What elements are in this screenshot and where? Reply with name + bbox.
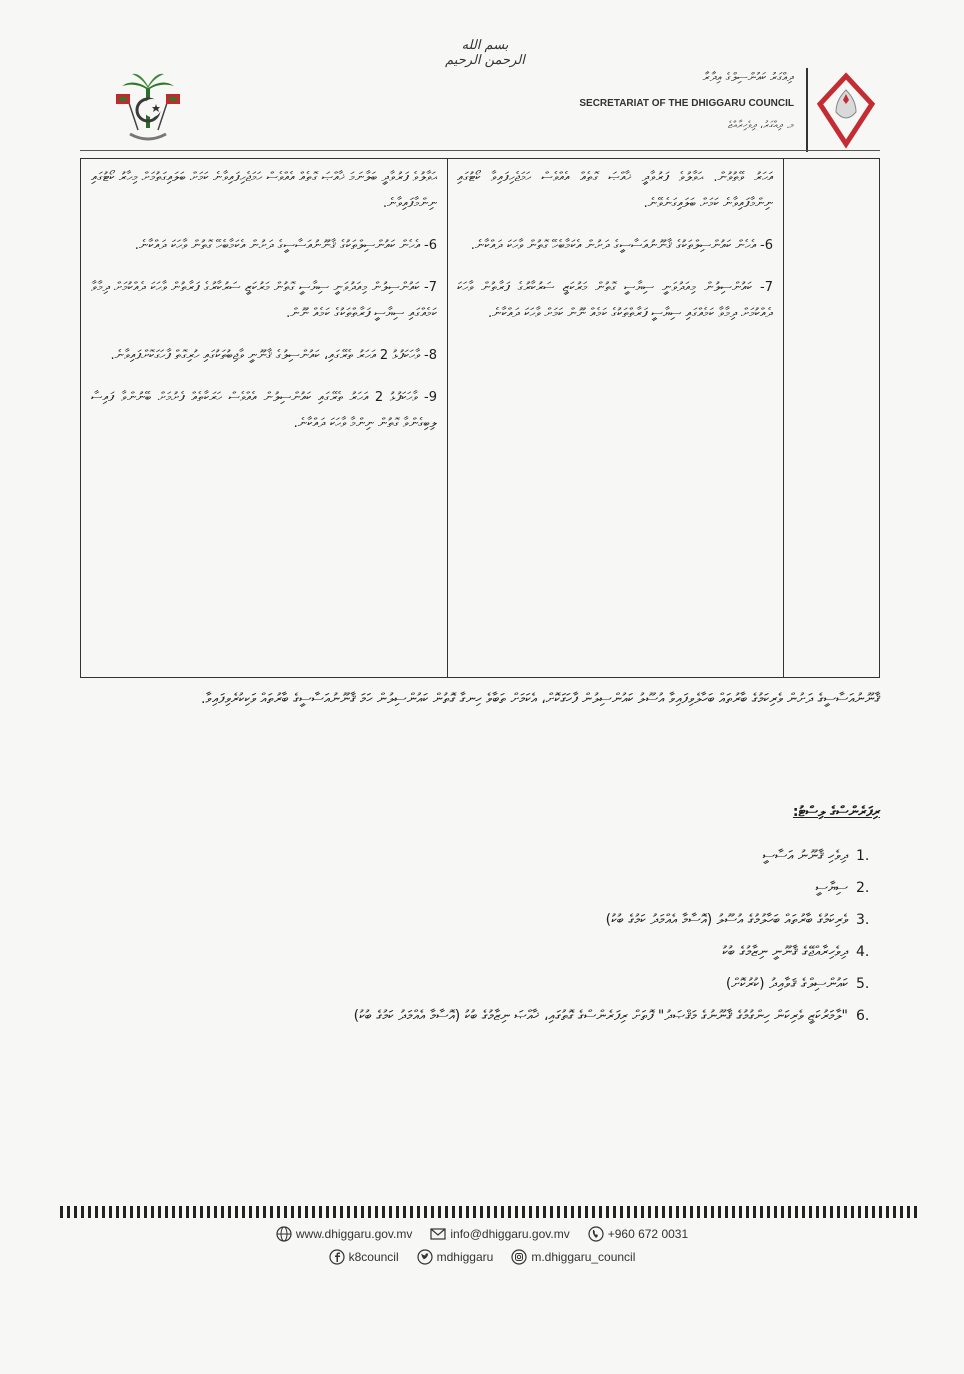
content-table: [80, 158, 880, 678]
org-name-dhivehi: ދިއްގަރު ކައުންސިލްގެ އިދާރާ: [702, 70, 794, 84]
footer-contacts: [0, 1226, 964, 1242]
middle-paragraph: އަހަރު ވޭތުވުން. ޙަވާލުވެ ފަރުވާދީ ޚާއްޞަ ގޮތެއް އެއްވެސް ހަމަޖެހިފައިވާ ކޯޓުގައި ނިންމާފައިވާނެ ކަމަށް ބަލައިގަނެވޭނެ.: [457, 170, 773, 211]
reference-number: 4.: [856, 944, 870, 960]
instagram-icon: [511, 1249, 527, 1265]
phone-text: +960 672 0031: [607, 1227, 689, 1241]
footer-divider: [60, 1206, 920, 1218]
references-heading: ރިފަރެންސްގެ ލިސްޓު:: [792, 804, 880, 820]
envelope-icon: [430, 1226, 446, 1242]
reference-number: 3.: [856, 912, 870, 928]
bismillah: بسم الله الرحمن الرحيم: [445, 38, 525, 68]
email-text: info@dhiggaru.gov.mv: [450, 1227, 570, 1241]
reference-item: [290, 968, 880, 1000]
council-header: [579, 68, 880, 152]
middle-paragraph: 7- ކައުންސިލުން މިއަދުވަނީ ސިޔާސީ ގޮތުން މަރުކަޒީ ސަރުކާރުގެ ފަރާތުން ވާހަކަ ދެއްކުމަށް ދިމާވާ ކަމެއްގައި ސިޔާސީ ފަރާތްތަކުގެ ކަމެއް ނޫން ކަމަށް ވާހަކަ ދައްކާނެ.: [457, 280, 773, 321]
reference-item: [290, 1000, 880, 1032]
reference-number: 6.: [856, 1008, 870, 1024]
footer-website[interactable]: [276, 1226, 413, 1242]
reference-number: 1.: [856, 848, 870, 864]
reference-text: "ލާމަރުކަޒީ ވެރިކަން ހިންގުމުގެ ޤާނޫނުގެ މަޤްޞަދު" ފޮތަށް ރިފަރެންސްގެ ގޮތުގައި، ޚާއްޞަ ނިޒާމުގެ ބުކު (އޮސާމާ އެއްމަދު ކަމުގެ ބުކު): [353, 1008, 848, 1024]
body-paragraph: ޤާނޫނުއަސާސީގެ ދަށުން ވެރިކަމުގެ ބާރުތައް ބަހާލެވިފައިވާ އުސޫލު ކައުންސިލުން ފާހަގަކޮށް، އެކަމަށް ތަބާވެ ހިނގާ ގޮތުން ކައުންސިލުން ހަމަ ޤާނޫނުއަސާސީގެ ބާރުތައް ވަކިކުރެވިފައިވާ.: [200, 691, 880, 707]
globe-icon: [276, 1226, 292, 1242]
council-logo: [806, 68, 880, 152]
footer-email[interactable]: [430, 1226, 569, 1242]
table-middle-column: [447, 159, 783, 677]
left-paragraph: 8- ވާހަކަފުޅު 2 އަހަރު ތެރޭގައި، ކައުންސިލުގެ ޤާނޫނީ ވާޖިބުތަކުގައި ހުރިގޮތް ފާހަގަކޮށްފައިވާނެ.: [110, 348, 437, 363]
table-left-column: [81, 159, 447, 677]
facebook-text: k8council: [348, 1250, 399, 1264]
reference-item: [290, 872, 880, 904]
middle-paragraph: 6- އެހެން ކައުންސިލްތަކުގެ ޤާނޫނުއަސާސީގެ ދަށުން އެކަމާބެހޭ ގޮތުން ވާހަކަ ދައްކާނެ.: [470, 238, 773, 253]
left-paragraph: 7- ކައުންސިލުން މިއަދުވަނީ ސިޔާސީ ގޮތުން މަރުކަޒީ ސަރުކާރުގެ ފަރާތުން ވާހަކަ ދެއްކުމަށް ދިމާވާ ކަމެއްގައި ސިޔާސީ ފަރާތްތަކުގެ ކަމެއް ނޫން.: [91, 280, 437, 321]
website-text: www.dhiggaru.gov.mv: [295, 1227, 413, 1241]
twitter-text: mdhiggaru: [436, 1250, 494, 1264]
reference-text: ސިޔާސީ: [815, 880, 848, 896]
org-name-english: SECRETARIAT OF THE DHIGGARU COUNCIL: [579, 98, 794, 109]
references-list: [290, 840, 880, 1032]
reference-item: [290, 840, 880, 872]
footer-social: [0, 1249, 964, 1265]
reference-text: ކައުންސިލްގެ ޤަވާއިދު (ކުރުކޮށް): [725, 976, 848, 992]
left-paragraph: 9- ވާހަކަފުޅު 2 އަހަރު ތެރޭގައި ކައުންސިލުން އެއްވެސް ހަރަކާތެއް ފެށުމަށް ބޭނުންވާ ފައިސާ ލިބިގެންވާ ގޮތުން ނިންމާ ވާހަކަ ދައްކާނެ.: [91, 390, 438, 431]
footer-facebook[interactable]: [329, 1249, 399, 1265]
facebook-icon: [329, 1249, 345, 1265]
reference-text: ދިވެހި ޤާނޫނު އަސާސީ: [762, 848, 848, 864]
left-paragraph: ޙަވާލުވެ ފަރުވާދީ ބަލާނަމަ ޚާއްޞަ ގޮތެއް އެއްވެސް ހަމަޖެހިފައިވާނެ ކަމަށް ބަލައިގަތުމަށް މިހާރު ކޯޓުގައި ނިންމާފައިވާނެ.: [91, 170, 437, 211]
table-right-column: [783, 159, 879, 677]
reference-text: ވެރިކަމުގެ ބާރުތައް ބަހާލުމުގެ އުސޫލު (އޮސާމާ އެއްމަދު ކަމުގެ ބުކު): [605, 912, 848, 928]
national-emblem: [108, 70, 188, 150]
twitter-icon: [417, 1249, 433, 1265]
footer-phone[interactable]: [588, 1226, 688, 1242]
footer-instagram[interactable]: [511, 1249, 635, 1265]
phone-icon: [588, 1226, 604, 1242]
reference-item: [290, 936, 880, 968]
footer-twitter[interactable]: [417, 1249, 494, 1265]
header-divider: [80, 150, 880, 151]
org-address: މ. ދިއްގަރު، ދިވެހިރާއްޖެ: [728, 120, 794, 131]
reference-item: [290, 904, 880, 936]
reference-number: 2.: [856, 880, 870, 896]
reference-text: ދިވެހިރާއްޖޭގެ ޤާނޫނީ ނިޒާމުގެ ބުކު: [722, 944, 848, 960]
instagram-text: m.dhiggaru_council: [531, 1250, 636, 1264]
reference-number: 5.: [856, 976, 870, 992]
left-paragraph: 6- އެހެން ކައުންސިލްތަކުގެ ޤާނޫނުއަސާސީގެ ދަށުން އެކަމާބެހޭ ގޮތުން ވާހަކަ ދައްކާނެ.: [134, 238, 437, 253]
